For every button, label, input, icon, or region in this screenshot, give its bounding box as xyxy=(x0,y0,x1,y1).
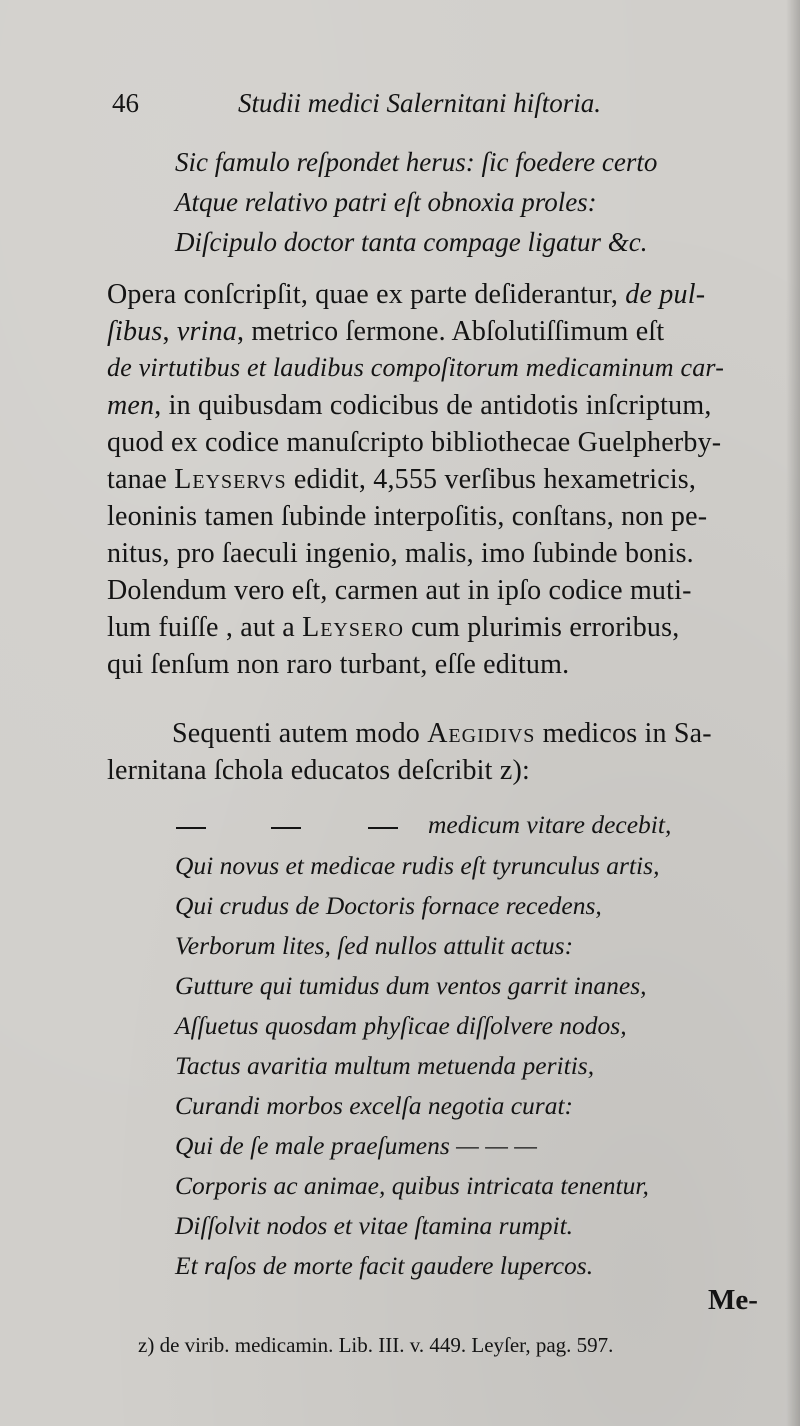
author-name-aegidius: Aegidivs xyxy=(427,718,536,749)
verse-line: Atque relativo patri eſt obnoxia proles: xyxy=(175,187,597,217)
verse-line: Diſſolvit nodos et vitae ſtamina rumpit. xyxy=(175,1211,574,1240)
paragraph-line: leoninis tamen ſubinde interpoſitis, conſtans, non pe- xyxy=(107,501,708,532)
verse-line: Curandi morbos excelſa negotia curat: xyxy=(175,1091,574,1120)
footnote: z) de virib. medicamin. Lib. III. v. 449. Leyſer, pag. 597. xyxy=(138,1333,614,1357)
paragraph-line: nitus, pro ſaeculi ingenio, malis, imo ſubinde bonis. xyxy=(107,538,694,569)
paragraph-line: ſibus, vrina, metrico ſermone. Abſolutiſſimum eſt xyxy=(107,316,665,347)
author-name-leyser: Leysero xyxy=(302,612,404,643)
paragraph-line: qui ſenſum non raro turbant, eſſe editum. xyxy=(107,649,570,680)
verse-line: medicum vitare decebit, xyxy=(428,810,672,839)
ellipsis-dashes xyxy=(176,811,426,851)
running-title: Studii medici Salernitani hiſtoria. xyxy=(238,88,601,118)
verse-line: Sic famulo reſpondet herus: ſic foedere certo xyxy=(175,147,658,177)
verse-line: Tactus avaritia multum metuenda peritis, xyxy=(175,1051,595,1080)
page-header xyxy=(0,88,800,128)
page-edge-shadow xyxy=(786,0,800,1426)
verse-line: Et raſos de morte facit gaudere lupercos. xyxy=(175,1251,594,1280)
verse-line: Diſcipulo doctor tanta compage ligatur &c. xyxy=(175,227,648,257)
paragraph-line: Opera conſcripſit, quae ex parte deſiderantur, de pul- xyxy=(107,279,706,310)
paragraph-line: lum fuiſſe , aut a Leysero cum plurimis erroribus, xyxy=(107,612,680,643)
catchword: Me- xyxy=(708,1284,758,1316)
author-name-leyser: Leyservs xyxy=(174,464,287,495)
verse-line: Verborum lites, ſed nullos attulit actus: xyxy=(175,931,574,960)
verse-line: Gutture qui tumidus dum ventos garrit inanes, xyxy=(175,971,647,1000)
verse-line: Qui novus et medicae rudis eſt tyrunculus artis, xyxy=(175,851,660,880)
page-number: 46 xyxy=(112,88,139,118)
verse-line: Aſſuetus quosdam phyſicae diſſolvere nodos, xyxy=(175,1011,627,1040)
paragraph-line: Dolendum vero eſt, carmen aut in ipſo codice muti- xyxy=(107,575,692,606)
paragraph-line: de virtutibus et laudibus compoſitorum medicaminum car- xyxy=(107,353,725,382)
verse-line: Qui crudus de Doctoris fornace recedens, xyxy=(175,891,602,920)
paragraph-line: quod ex codice manuſcripto bibliothecae Guelpherby- xyxy=(107,427,722,458)
paragraph-line: men, in quibusdam codicibus de antidotis inſcriptum, xyxy=(107,390,712,421)
verse-line: Corporis ac animae, quibus intricata tenentur, xyxy=(175,1171,649,1200)
verse-line: Qui de ſe male praeſumens — — — xyxy=(175,1131,537,1160)
paragraph-line: Sequenti autem modo Aegidivs medicos in Sa- xyxy=(172,718,712,749)
paragraph-line: tanae Leyservs edidit, 4,555 verſibus hexametricis, xyxy=(107,464,697,495)
paragraph-line: lernitana ſchola educatos deſcribit z): xyxy=(107,755,530,786)
